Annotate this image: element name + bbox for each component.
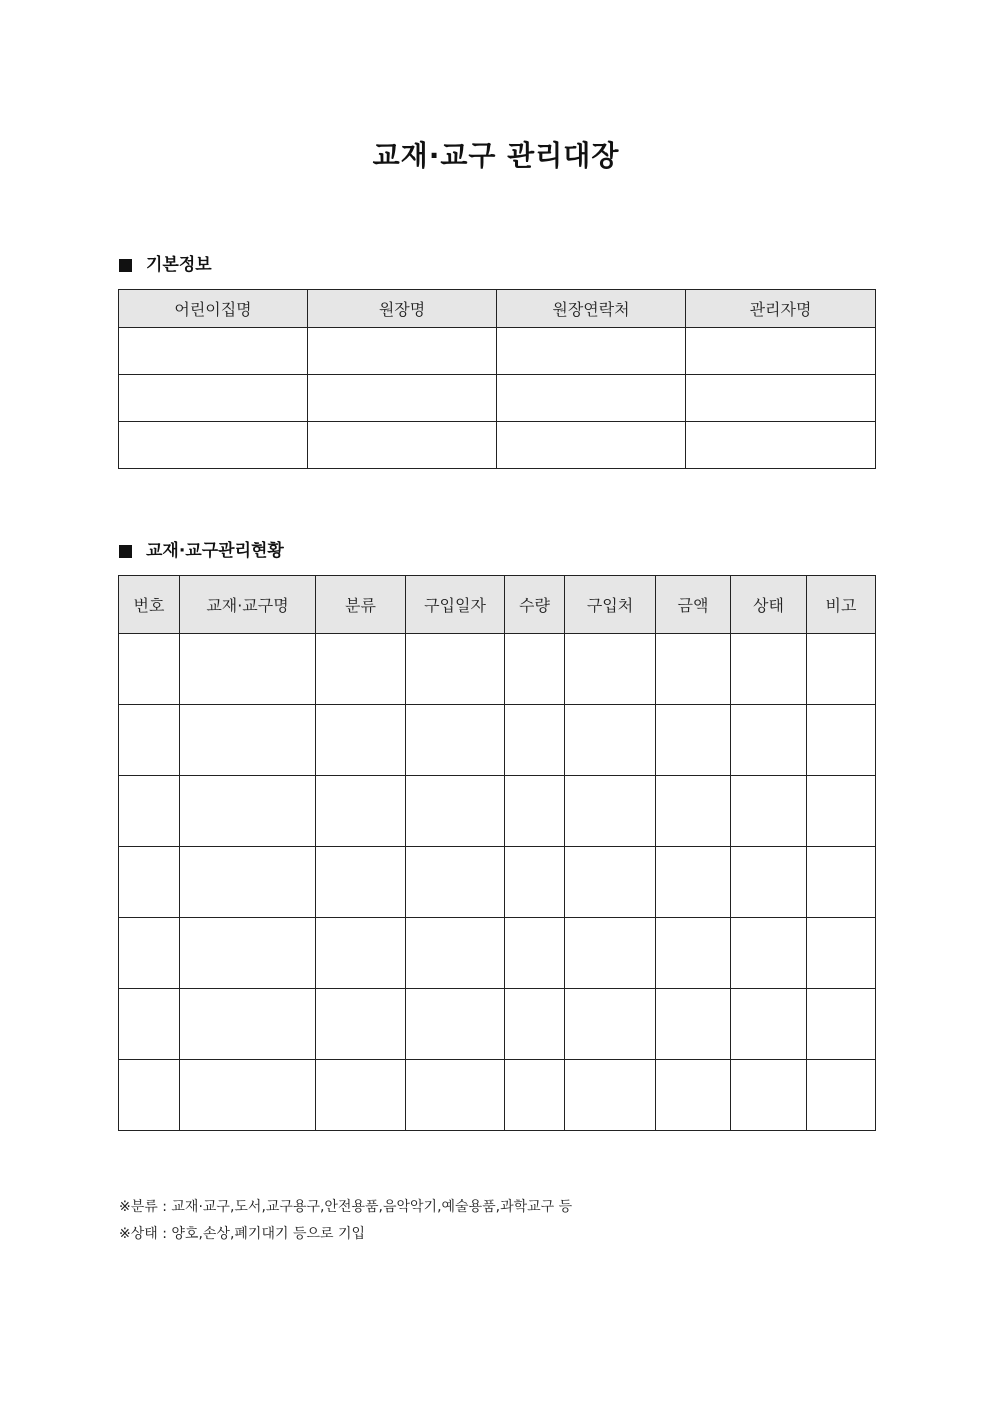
column-header-item-name: 교재·교구명 [180,576,316,634]
inventory-heading [119,539,284,563]
inventory-heading-label: 교재·교구관리현황 [146,541,284,561]
table-row [119,918,876,989]
table-cell[interactable] [565,847,656,918]
column-header-number: 번호 [119,576,180,634]
table-cell[interactable] [406,989,505,1060]
column-header-category: 분류 [316,576,406,634]
table-cell[interactable] [316,989,406,1060]
table-row [119,422,876,469]
category-note: ※분류 : 교재·교구,도서,교구용구,안전용품,음악악기,예술용품,과학교구 등 [119,1199,573,1215]
table-cell[interactable] [807,705,876,776]
table-cell[interactable] [505,918,565,989]
column-header-director-contact: 원장연락처 [497,290,686,328]
table-cell[interactable] [505,705,565,776]
table-row [119,634,876,705]
table-cell[interactable] [119,1060,180,1131]
column-header-amount: 금액 [656,576,731,634]
table-cell[interactable] [807,847,876,918]
table-cell[interactable] [731,989,807,1060]
table-cell[interactable] [505,776,565,847]
table-cell[interactable] [497,375,686,422]
table-cell[interactable] [180,918,316,989]
table-cell[interactable] [565,1060,656,1131]
table-cell[interactable] [505,1060,565,1131]
table-cell[interactable] [316,634,406,705]
table-cell[interactable] [497,422,686,469]
table-cell[interactable] [731,918,807,989]
table-cell[interactable] [316,847,406,918]
table-cell[interactable] [119,328,308,375]
table-cell[interactable] [807,1060,876,1131]
table-row [119,705,876,776]
column-header-condition: 상태 [731,576,807,634]
table-cell[interactable] [316,776,406,847]
table-cell[interactable] [119,776,180,847]
table-cell[interactable] [316,705,406,776]
table-row [119,776,876,847]
basic-info-heading [119,253,212,277]
table-cell[interactable] [505,989,565,1060]
column-header-purchase-date: 구입일자 [406,576,505,634]
table-cell[interactable] [686,422,876,469]
condition-note: ※상태 : 양호,손상,폐기대기 등으로 기입 [119,1226,366,1242]
table-row [119,328,876,375]
table-cell[interactable] [656,634,731,705]
table-cell[interactable] [656,989,731,1060]
table-cell[interactable] [565,776,656,847]
table-cell[interactable] [406,705,505,776]
table-cell[interactable] [180,1060,316,1131]
table-cell[interactable] [316,1060,406,1131]
table-cell[interactable] [686,328,876,375]
inventory-table [118,575,876,1131]
table-cell[interactable] [406,1060,505,1131]
table-cell[interactable] [565,918,656,989]
document-title: 교재·교구 관리대장 [372,139,620,172]
table-cell[interactable] [180,776,316,847]
table-cell[interactable] [686,375,876,422]
table-cell[interactable] [731,705,807,776]
column-header-daycare-name: 어린이집명 [119,290,308,328]
basic-info-header-row [119,290,876,328]
table-cell[interactable] [180,705,316,776]
table-cell[interactable] [180,634,316,705]
square-bullet-icon [119,259,132,272]
table-row [119,375,876,422]
table-cell[interactable] [119,847,180,918]
table-cell[interactable] [119,634,180,705]
table-cell[interactable] [505,634,565,705]
table-cell[interactable] [119,375,308,422]
basic-info-table [118,289,876,469]
table-cell[interactable] [565,705,656,776]
table-row [119,847,876,918]
table-cell[interactable] [497,328,686,375]
square-bullet-icon [119,545,132,558]
table-cell[interactable] [807,634,876,705]
table-cell[interactable] [505,847,565,918]
table-cell[interactable] [656,1060,731,1131]
table-cell[interactable] [180,847,316,918]
table-cell[interactable] [656,705,731,776]
table-cell[interactable] [406,776,505,847]
table-cell[interactable] [406,847,505,918]
table-row [119,989,876,1060]
table-cell[interactable] [406,634,505,705]
table-cell[interactable] [656,847,731,918]
column-header-quantity: 수량 [505,576,565,634]
column-header-director-name: 원장명 [308,290,497,328]
table-cell[interactable] [807,989,876,1060]
table-cell[interactable] [565,989,656,1060]
column-header-manager-name: 관리자명 [686,290,876,328]
table-cell[interactable] [565,634,656,705]
table-cell[interactable] [316,918,406,989]
basic-info-heading-label: 기본정보 [146,255,212,275]
table-cell[interactable] [656,776,731,847]
table-cell[interactable] [731,776,807,847]
table-cell[interactable] [308,375,497,422]
table-cell[interactable] [308,328,497,375]
table-cell[interactable] [656,918,731,989]
table-cell[interactable] [180,989,316,1060]
table-cell[interactable] [308,422,497,469]
table-cell[interactable] [119,705,180,776]
table-cell[interactable] [731,847,807,918]
table-cell[interactable] [731,634,807,705]
column-header-remarks: 비고 [807,576,876,634]
inventory-header-row [119,576,876,634]
table-cell[interactable] [807,918,876,989]
table-cell[interactable] [119,918,180,989]
column-header-vendor: 구입처 [565,576,656,634]
table-cell[interactable] [406,918,505,989]
table-cell[interactable] [807,776,876,847]
table-cell[interactable] [119,989,180,1060]
table-cell[interactable] [731,1060,807,1131]
table-row [119,1060,876,1131]
table-cell[interactable] [119,422,308,469]
